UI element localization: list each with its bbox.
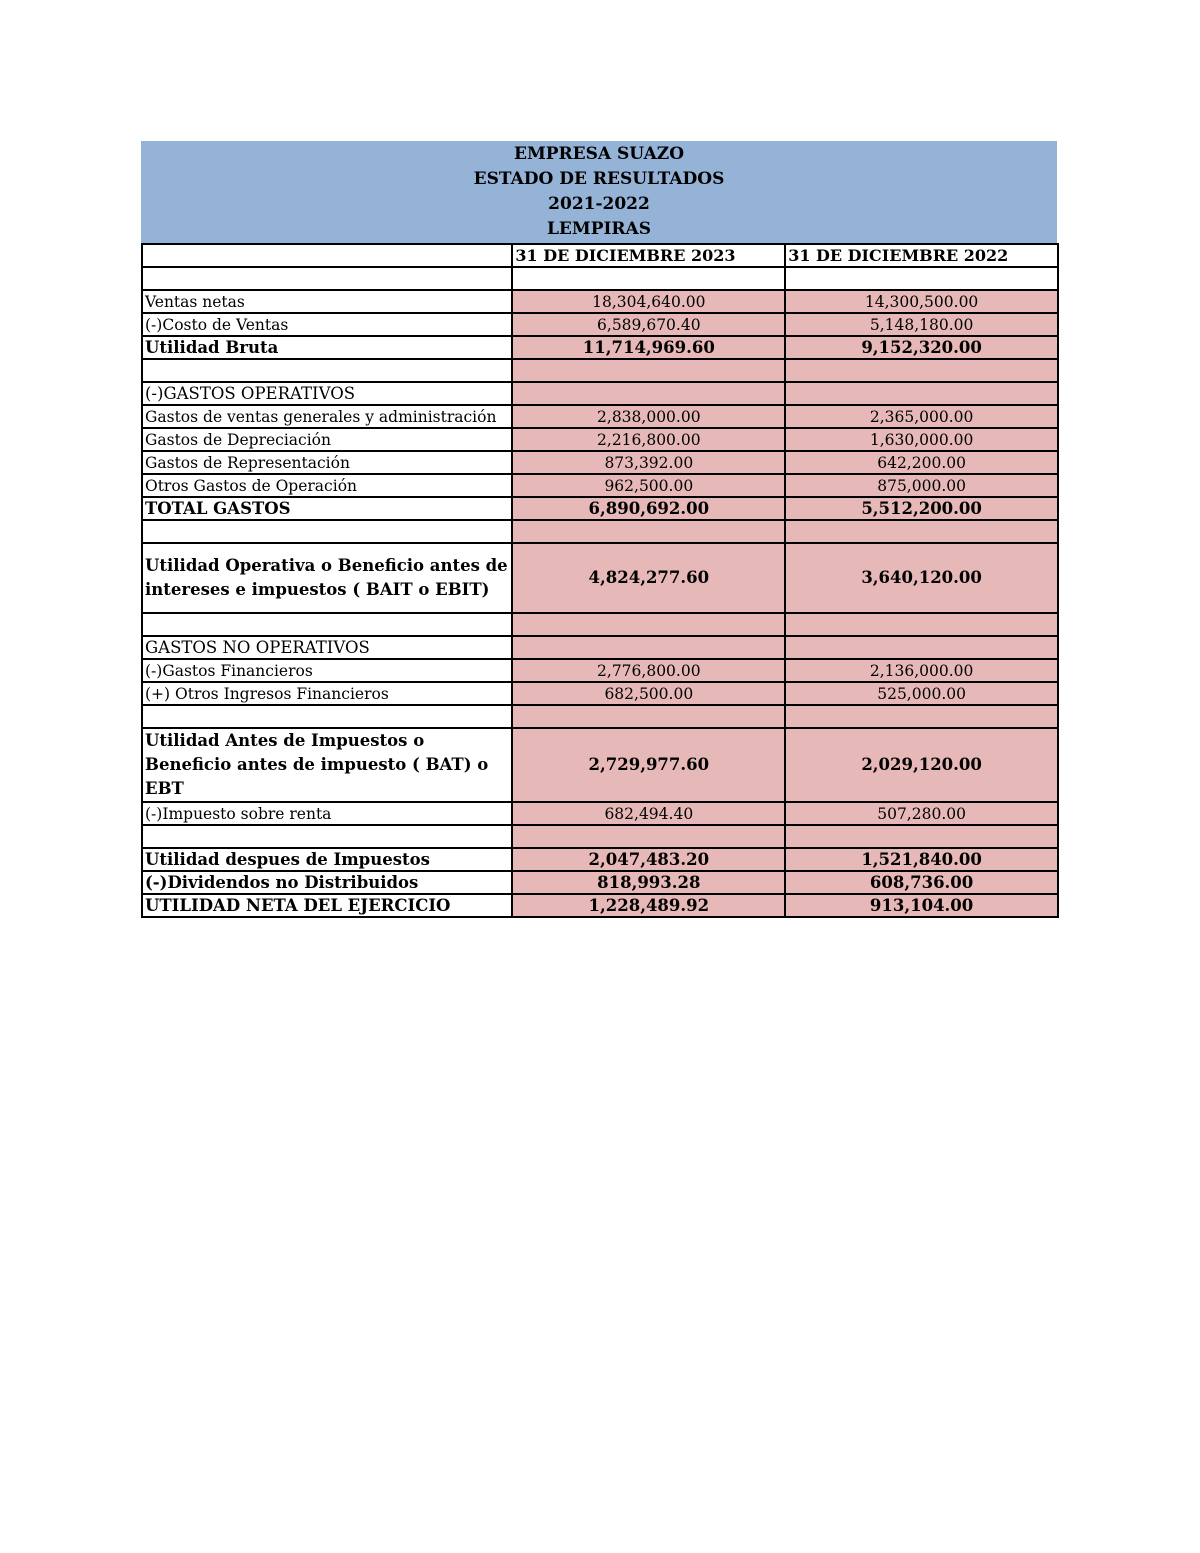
- value-2023[interactable]: 962,500.00: [512, 474, 785, 497]
- table-row: [142, 451, 1058, 474]
- column-header-2023[interactable]: 31 DE DICIEMBRE 2023: [512, 244, 785, 267]
- table-cell[interactable]: [785, 267, 1058, 290]
- value-2023[interactable]: 6,589,670.40: [512, 313, 785, 336]
- row-label[interactable]: (+) Otros Ingresos Financieros: [142, 682, 512, 705]
- value-2023[interactable]: 18,304,640.00: [512, 290, 785, 313]
- value-2023[interactable]: 873,392.00: [512, 451, 785, 474]
- value-2022[interactable]: 9,152,320.00: [785, 336, 1058, 359]
- income-statement: [141, 141, 1059, 918]
- blank-row: [142, 520, 1058, 543]
- table-row: [142, 871, 1058, 894]
- table-row: [142, 802, 1058, 825]
- table-cell[interactable]: [512, 613, 785, 636]
- row-label[interactable]: (-)Impuesto sobre renta: [142, 802, 512, 825]
- section-title[interactable]: GASTOS NO OPERATIVOS: [142, 636, 512, 659]
- statement-title: ESTADO DE RESULTADOS: [473, 169, 725, 189]
- table-row: [142, 659, 1058, 682]
- value-2022[interactable]: 2,029,120.00: [785, 728, 1058, 802]
- value-2022[interactable]: 2,136,000.00: [785, 659, 1058, 682]
- row-label[interactable]: Utilidad Antes de Impuestos o Beneficio antes de impuesto ( BAT) o EBT: [142, 728, 512, 802]
- statement-table: [141, 243, 1059, 918]
- currency: LEMPIRAS: [546, 219, 652, 239]
- row-label[interactable]: Otros Gastos de Operación: [142, 474, 512, 497]
- value-2023[interactable]: 1,228,489.92: [512, 894, 785, 917]
- table-cell[interactable]: [512, 705, 785, 728]
- value-2023[interactable]: 2,776,800.00: [512, 659, 785, 682]
- row-label[interactable]: Utilidad despues de Impuestos: [142, 848, 512, 871]
- table-row: [142, 894, 1058, 917]
- table-row: [142, 848, 1058, 871]
- row-label[interactable]: Ventas netas: [142, 290, 512, 313]
- value-2023[interactable]: 682,494.40: [512, 802, 785, 825]
- table-cell[interactable]: [142, 520, 512, 543]
- value-2023[interactable]: 682,500.00: [512, 682, 785, 705]
- table-cell[interactable]: [785, 636, 1058, 659]
- row-label[interactable]: UTILIDAD NETA DEL EJERCICIO: [142, 894, 512, 917]
- column-header-row: [142, 244, 1058, 267]
- row-label[interactable]: Gastos de Depreciación: [142, 428, 512, 451]
- value-2022[interactable]: 5,148,180.00: [785, 313, 1058, 336]
- table-row: [142, 405, 1058, 428]
- value-2022[interactable]: 1,521,840.00: [785, 848, 1058, 871]
- table-row: [142, 682, 1058, 705]
- section-title[interactable]: (-)GASTOS OPERATIVOS: [142, 382, 512, 405]
- row-label[interactable]: Utilidad Operativa o Beneficio antes de intereses e impuestos ( BAIT o EBIT): [142, 543, 512, 613]
- value-2022[interactable]: 5,512,200.00: [785, 497, 1058, 520]
- table-cell[interactable]: [142, 244, 512, 267]
- table-cell[interactable]: [512, 636, 785, 659]
- table-cell[interactable]: [785, 520, 1058, 543]
- column-header-2022[interactable]: 31 DE DICIEMBRE 2022: [785, 244, 1058, 267]
- table-cell[interactable]: [785, 613, 1058, 636]
- row-label[interactable]: (-)Gastos Financieros: [142, 659, 512, 682]
- value-2022[interactable]: 875,000.00: [785, 474, 1058, 497]
- value-2022[interactable]: 608,736.00: [785, 871, 1058, 894]
- value-2022[interactable]: 642,200.00: [785, 451, 1058, 474]
- value-2023[interactable]: 11,714,969.60: [512, 336, 785, 359]
- table-row: [142, 336, 1058, 359]
- blank-row: [142, 705, 1058, 728]
- value-2022[interactable]: 525,000.00: [785, 682, 1058, 705]
- value-2023[interactable]: 2,729,977.60: [512, 728, 785, 802]
- statement-header: [141, 141, 1057, 243]
- value-2023[interactable]: 2,838,000.00: [512, 405, 785, 428]
- value-2022[interactable]: 2,365,000.00: [785, 405, 1058, 428]
- value-2023[interactable]: 2,047,483.20: [512, 848, 785, 871]
- row-label[interactable]: TOTAL GASTOS: [142, 497, 512, 520]
- value-2023[interactable]: 4,824,277.60: [512, 543, 785, 613]
- blank-row: [142, 825, 1058, 848]
- table-cell[interactable]: [512, 520, 785, 543]
- value-2023[interactable]: 6,890,692.00: [512, 497, 785, 520]
- value-2022[interactable]: 507,280.00: [785, 802, 1058, 825]
- table-row: [142, 428, 1058, 451]
- value-2022[interactable]: 1,630,000.00: [785, 428, 1058, 451]
- table-row: [142, 474, 1058, 497]
- table-row: [142, 543, 1058, 613]
- table-row: [142, 290, 1058, 313]
- table-cell[interactable]: [512, 825, 785, 848]
- table-cell[interactable]: [785, 359, 1058, 382]
- table-cell[interactable]: [785, 705, 1058, 728]
- value-2023[interactable]: 2,216,800.00: [512, 428, 785, 451]
- table-cell[interactable]: [512, 267, 785, 290]
- table-cell[interactable]: [512, 359, 785, 382]
- table-cell[interactable]: [785, 382, 1058, 405]
- company-name: EMPRESA SUAZO: [513, 144, 685, 164]
- value-2023[interactable]: 818,993.28: [512, 871, 785, 894]
- row-label[interactable]: Gastos de Representación: [142, 451, 512, 474]
- value-2022[interactable]: 913,104.00: [785, 894, 1058, 917]
- blank-row: [142, 359, 1058, 382]
- period: 2021-2022: [548, 194, 650, 214]
- table-cell[interactable]: [142, 613, 512, 636]
- blank-row: [142, 267, 1058, 290]
- section-row: [142, 382, 1058, 405]
- value-2022[interactable]: 14,300,500.00: [785, 290, 1058, 313]
- table-cell[interactable]: [142, 705, 512, 728]
- table-cell[interactable]: [142, 267, 512, 290]
- row-label[interactable]: (-)Costo de Ventas: [142, 313, 512, 336]
- table-cell[interactable]: [142, 359, 512, 382]
- row-label[interactable]: Utilidad Bruta: [142, 336, 512, 359]
- table-cell[interactable]: [785, 825, 1058, 848]
- value-2022[interactable]: 3,640,120.00: [785, 543, 1058, 613]
- section-row: [142, 636, 1058, 659]
- table-cell[interactable]: [512, 382, 785, 405]
- row-label[interactable]: (-)Dividendos no Distribuidos: [142, 871, 512, 894]
- table-row: [142, 313, 1058, 336]
- table-row: [142, 497, 1058, 520]
- row-label[interactable]: Gastos de ventas generales y administración: [142, 405, 512, 428]
- table-row: [142, 728, 1058, 802]
- table-cell[interactable]: [142, 825, 512, 848]
- blank-row: [142, 613, 1058, 636]
